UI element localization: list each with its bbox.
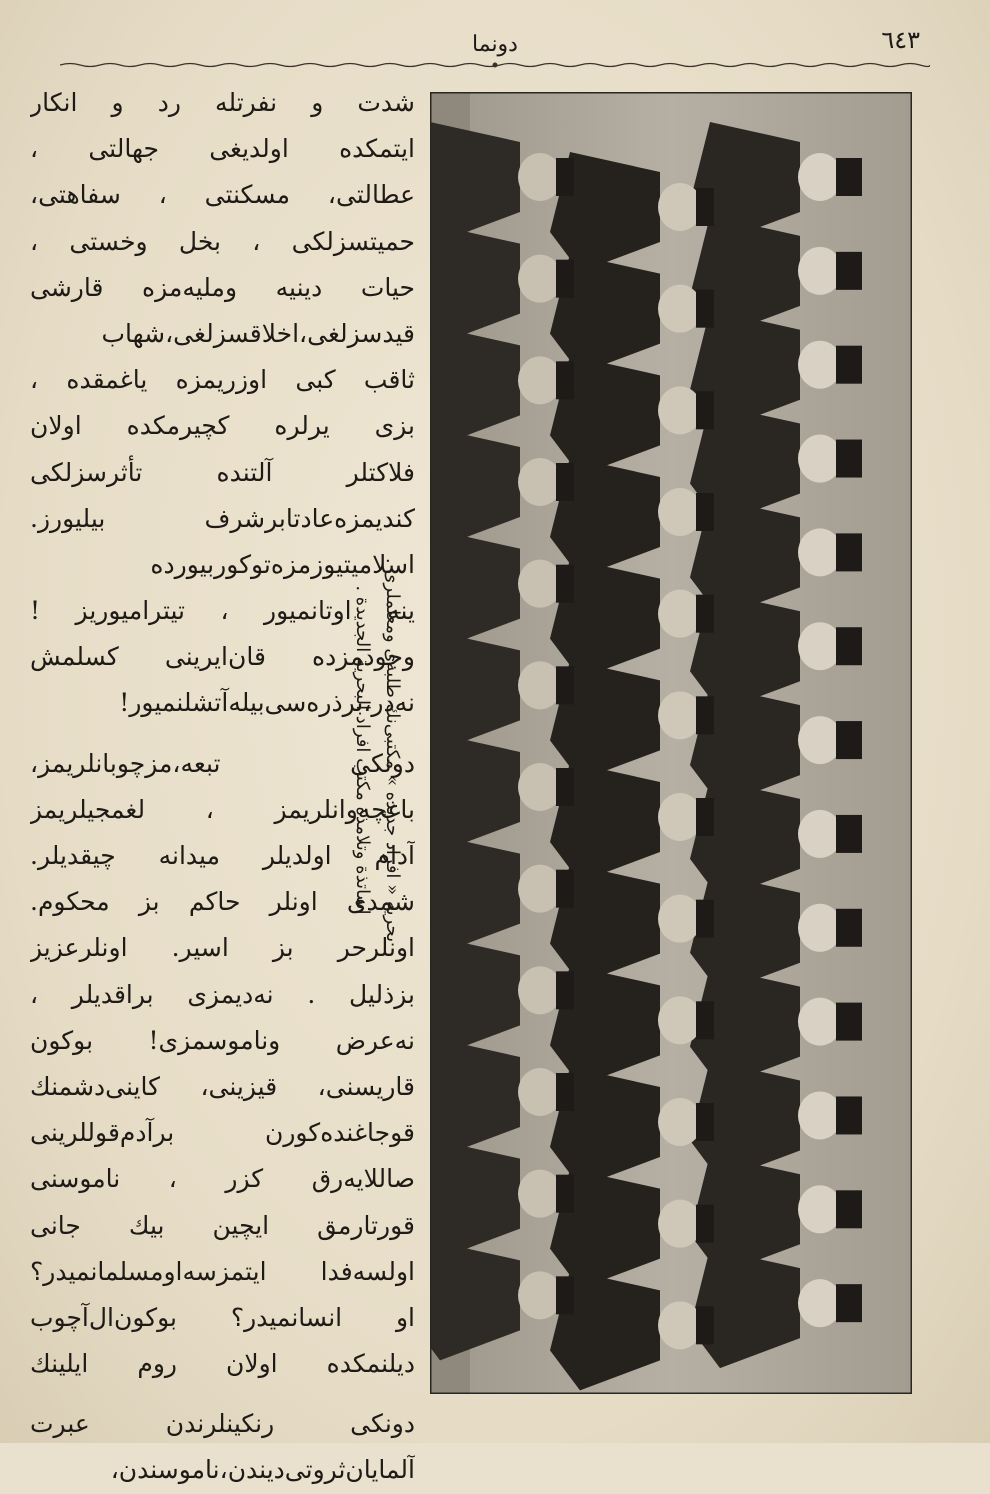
figure-hat xyxy=(696,798,714,836)
figure-hat xyxy=(836,440,862,478)
figure-hat xyxy=(836,1096,862,1134)
page-header xyxy=(60,18,930,68)
caption-line-arabic: اساتذة وتلامذة مكتب افراد البحرية الجديدة . xyxy=(352,585,373,915)
text-line: کندیمزه‌عادتابرشرف بیلیورز. xyxy=(30,503,415,533)
text-line: قاریسنی، قیزینی، کاینی‌دشمنك xyxy=(30,1071,415,1101)
figure-face xyxy=(798,1091,842,1139)
figure-face xyxy=(798,435,842,483)
figure-hat xyxy=(696,391,714,429)
figure-hat xyxy=(556,1073,574,1111)
group-photo xyxy=(430,92,912,1394)
figure-face xyxy=(658,386,702,434)
figure-hat xyxy=(556,260,574,298)
figure-face xyxy=(798,247,842,295)
text-line: بزی یرلره کچیرمکده اولان xyxy=(30,411,415,441)
photo-caption xyxy=(332,540,422,960)
figure-face xyxy=(658,895,702,943)
figure-face xyxy=(798,1279,842,1327)
figure-face xyxy=(658,488,702,536)
header-rule xyxy=(60,62,930,68)
text-line: قورتارمق ایچین بیك جانی xyxy=(30,1210,415,1240)
text-line: فلاکتلر آلتنده تأثرسزلکی xyxy=(30,457,415,487)
text-line: او انسانمیدر؟ بوکون‌ال‌آچوب xyxy=(30,1302,415,1332)
figure-face xyxy=(518,458,562,506)
figure-hat xyxy=(696,900,714,938)
text-line: دیلنمکده اولان روم ایلینك xyxy=(30,1349,415,1379)
figure-hat xyxy=(836,721,862,759)
figure-hat xyxy=(696,696,714,734)
text-line: ایتمکده اولدیغی جهالتی ، xyxy=(30,134,415,164)
figure-hat xyxy=(556,768,574,806)
figure-face xyxy=(518,560,562,608)
text-line: اونلرحر بز اسیر. اونلرعزیز xyxy=(30,933,415,963)
figure-face xyxy=(518,153,562,201)
figure-hat xyxy=(696,1103,714,1141)
figure-face xyxy=(518,1170,562,1218)
figure-hat xyxy=(836,1190,862,1228)
running-title: دونما xyxy=(472,32,518,57)
figure-face xyxy=(658,590,702,638)
figure-face xyxy=(798,622,842,670)
figure-hat xyxy=(836,1003,862,1041)
text-line: عطالتی، مسکنتی ، سفاهتی، xyxy=(30,180,415,210)
text-line: دونکی رنکینلرندن عبرت xyxy=(30,1409,415,1439)
figure-face xyxy=(658,996,702,1044)
figure-hat xyxy=(556,158,574,196)
figure-face xyxy=(518,356,562,404)
text-line: دونکی تبعه،مزچوبانلریمز، xyxy=(30,748,415,778)
text-line: حیات دینیه وملیه‌مزه قارشی xyxy=(30,272,415,302)
text-line: صاللایه‌رق کزر ، ناموسنی xyxy=(30,1164,415,1194)
figure-hat xyxy=(696,290,714,328)
figure-hat xyxy=(836,533,862,571)
text-line: باغچه‌وانلریمز ، لغمجیلریمز xyxy=(30,794,415,824)
figure-hat xyxy=(696,1306,714,1344)
figure-hat xyxy=(836,815,862,853)
figure-hat xyxy=(696,188,714,226)
figure-hat xyxy=(556,1276,574,1314)
figure-hat xyxy=(556,971,574,1009)
figure-face xyxy=(518,661,562,709)
figure-face xyxy=(518,1068,562,1116)
figure-hat xyxy=(696,595,714,633)
figure-hat xyxy=(836,346,862,384)
text-line: ثاقب کبی اوزریمزه یاغمقده ، xyxy=(30,365,415,395)
figure-face xyxy=(798,810,842,858)
figure-face xyxy=(658,285,702,333)
page-number: ٦٤٣ xyxy=(881,26,920,54)
figure-hat xyxy=(696,1205,714,1243)
text-line: آلمایان‌ثروتی‌دیندن،ناموسندن، xyxy=(110,1455,415,1485)
figure-face xyxy=(518,1271,562,1319)
figure-hat xyxy=(836,1284,862,1322)
text-line: آدام اولدیلر میدانه چیقدیلر. xyxy=(30,841,415,870)
figure-face xyxy=(518,865,562,913)
figure-hat xyxy=(556,463,574,501)
figure-face xyxy=(798,341,842,389)
caption-line-ottoman: بحریه « افراد جدیده » مکتبی‌نك طلبه‌ی ومعلملری . xyxy=(382,557,403,943)
figure-face xyxy=(798,998,842,1046)
text-line: قوجاغنده‌کورن برآدم‌قوللرینی xyxy=(30,1118,415,1148)
figure-hat xyxy=(556,361,574,399)
figure-hat xyxy=(836,909,862,947)
figure-hat xyxy=(556,565,574,603)
figure-face xyxy=(798,1185,842,1233)
text-line: شمدی اونلر حاکم بز محکوم. xyxy=(30,887,415,917)
figure-face xyxy=(798,904,842,952)
figure-face xyxy=(658,183,702,231)
figure-face xyxy=(658,1301,702,1349)
figure-face xyxy=(798,528,842,576)
figure-face xyxy=(658,691,702,739)
figure-hat xyxy=(696,1001,714,1039)
text-line: حمیتسزلکی ، بخل وخستی ، xyxy=(30,226,415,256)
figure-face xyxy=(518,763,562,811)
figure-face xyxy=(658,793,702,841)
group-photo-image xyxy=(430,92,912,1394)
figure-hat xyxy=(836,627,862,665)
text-line: نه‌عرض وناموسمزی! بوکون xyxy=(30,1025,415,1055)
figure-hat xyxy=(836,252,862,290)
figure-hat xyxy=(556,1175,574,1213)
figure-hat xyxy=(696,493,714,531)
figure-hat xyxy=(836,158,862,196)
figure-face xyxy=(798,716,842,764)
figure-face xyxy=(658,1200,702,1248)
text-line: اسلامیتیوزمزه‌توکوربیورده xyxy=(150,549,415,579)
text-line: ینه اوتانمیور ، تیترامیوریز ! xyxy=(30,596,415,626)
figure-face xyxy=(518,966,562,1014)
text-line: بزذلیل . نه‌دیمزی براقدیلر ، xyxy=(30,979,415,1009)
figure-hat xyxy=(556,870,574,908)
text-line: وجودمزده قان‌ایرینی کسلمش xyxy=(30,642,415,672)
text-line: شدت و نفرتله رد و انکار xyxy=(30,88,415,117)
figure-hat xyxy=(556,666,574,704)
figure-face xyxy=(658,1098,702,1146)
text-line: نه‌در،برذره‌سی‌بیله‌آتشلنمیور! xyxy=(119,688,415,718)
text-line: قیدسزلغی،اخلاقسزلغی،شهاب xyxy=(101,318,415,348)
figure-face xyxy=(798,153,842,201)
figure-face xyxy=(518,255,562,303)
text-line: اولسه‌فدا ایتمزسه‌اومسلمانمیدر؟ xyxy=(30,1256,415,1286)
